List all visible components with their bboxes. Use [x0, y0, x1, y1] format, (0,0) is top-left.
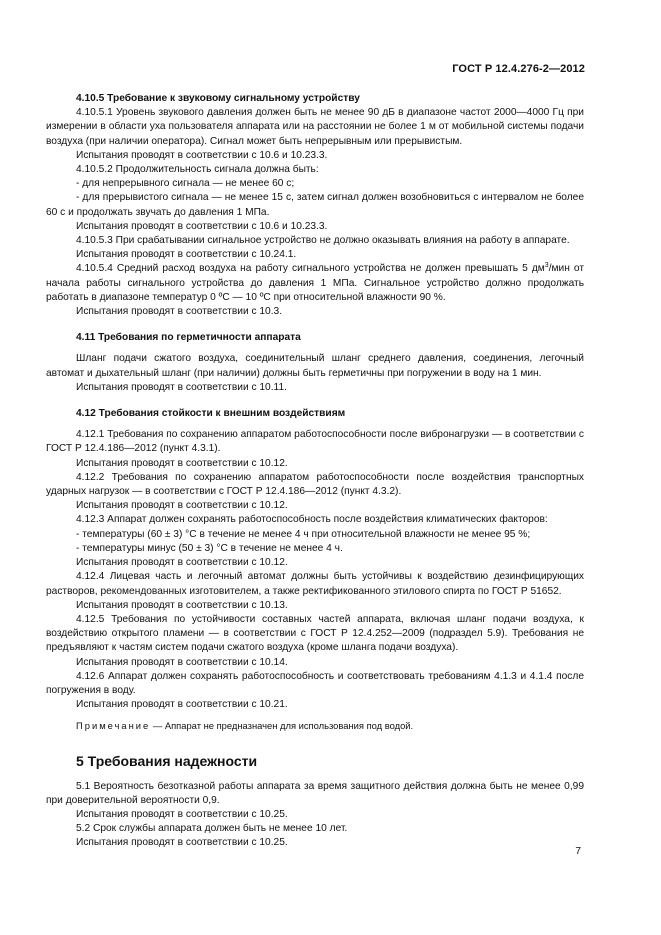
paragraph-4-10-5-4	[46, 262, 584, 305]
paragraph-4-10-5-4-start: 4.10.5.4 Средний расход воздуха на работу сигнального устройства не должен превышать 5 дм	[76, 263, 545, 275]
document-body	[46, 92, 584, 851]
paragraph-4-10-5-2: 4.10.5.2 Продолжительность сигнала должна быть:	[76, 164, 319, 176]
paragraph-4-12-1: 4.12.1 Требования по сохранению аппаратом работоспособности после вибронагрузки — в соответствии с ГОСТ Р 12.4.186—2012 (пункт 4.3.1).	[46, 429, 584, 455]
paragraph-4-11: Шланг подачи сжатого воздуха, соединительный шланг среднего давления, соединения, легочный автомат и дыхательный шланг (при наличии) должны быть герметичны при погружении в воду на 1 мин.	[46, 353, 584, 379]
paragraph-4-10-5-1: 4.10.5.1 Уровень звукового давления должен быть не менее 90 дБ в диапазоне частот 2000—4000 Гц при измерении в области уха пользователя аппарата или на расстоянии не более 1 м от мобильной системы подачи воздуха (при наличии оператора). Сигнал может быть непрерывным или прерывистым.	[46, 107, 584, 147]
test-reference: Испытания проводят в соответствии с 10.6 и 10.23.3.	[76, 149, 328, 161]
paragraph-4-12-5: 4.12.5 Требования по устойчивости составных частей аппарата, включая шланг подачи воздуха, к воздействию открытого пламени — в соответствии с ГОСТ Р 12.4.252—2009 (подраздел 5.9). Требования не предъявляют к частям систем подачи сжатого воздуха (кроме шланга подачи воздуха).	[46, 613, 584, 654]
document-code: ГОСТ Р 12.4.276-2—2012	[452, 63, 585, 75]
note-label: Примечание	[76, 720, 151, 732]
paragraph-5-2: 5.2 Срок службы аппарата должен быть не менее 10 лет.	[76, 823, 348, 835]
superscript-cube: 3	[544, 262, 549, 270]
test-reference: Испытания проводят в соответствии с 10.12.	[76, 500, 288, 512]
paragraph-4-10-5-4-end: /мин от начала работы сигнального устройства до давления 1 МПа. Сигнальное устройство должно продолжать работать в диапазоне температур 0 ºC — 10 ºC при относительной влажности 90 %.	[46, 263, 584, 303]
test-reference: Испытания проводят в соответствии с 10.11.	[76, 381, 287, 393]
page-number: 7	[575, 846, 581, 857]
heading-4-11: 4.11 Требования по герметичности аппарата	[76, 332, 301, 344]
list-item: - температуры минус (50 ± 3) °С в течение не менее 4 ч.	[76, 542, 343, 554]
test-reference: Испытания проводят в соответствии с 10.25.	[76, 808, 288, 820]
list-item: - для прерывистого сигнала — не менее 15 с, затем сигнал должен возобновиться с интервалом не более 60 с и продолжать звучать до давления 1 МПа.	[46, 192, 584, 218]
test-reference: Испытания проводят в соответствии с 10.25.	[76, 837, 288, 849]
test-reference: Испытания проводят в соответствии с 10.12.	[76, 557, 288, 569]
paragraph-4-10-5-3: 4.10.5.3 При срабатывании сигнальное устройство не должно оказывать влияния на работу в аппарате.	[76, 235, 570, 247]
paragraph-4-12-2: 4.12.2 Требования по сохранению аппаратом работоспособности после воздействия транспортных ударных нагрузок — в соответствии с ГОСТ Р 12.4.186—2012 (пункт 4.3.2).	[46, 471, 584, 498]
paragraph-4-12-4: 4.12.4 Лицевая часть и легочный автомат должны быть устойчивы к воздействию дезинфицирующих растворов, рекомендованных изготовителем, а также ректификованного этилового спирта по ГОСТ Р 51652.	[46, 571, 584, 597]
note-text: — Аппарат не предназначен для использования под водой.	[150, 720, 414, 732]
paragraph-4-12-6: 4.12.6 Аппарат должен сохранять работоспособность и соответствовать требованиям 4.1.3 и 4.1.4 после погружения в воду.	[46, 670, 584, 696]
test-reference: Испытания проводят в соответствии с 10.13.	[76, 599, 288, 611]
test-reference: Испытания проводят в соответствии с 10.24.1.	[76, 249, 297, 261]
test-reference: Испытания проводят в соответствии с 10.14.	[76, 656, 288, 668]
test-reference: Испытания проводят в соответствии с 10.12.	[76, 457, 288, 469]
test-reference: Испытания проводят в соответствии с 10.21.	[76, 699, 288, 711]
heading-4-12: 4.12 Требования стойкости к внешним воздействиям	[76, 408, 346, 420]
section-5-title: 5 Требования надежности	[76, 752, 258, 769]
list-item: - температуры (60 ± 3) °С в течение не менее 4 ч при относительной влажности не менее 95 %;	[76, 528, 531, 540]
paragraph-4-12-3: 4.12.3 Аппарат должен сохранять работоспособность после воздействия климатических факторов:	[76, 514, 548, 526]
list-item: - для непрерывного сигнала — не менее 60 с;	[76, 178, 295, 190]
paragraph-5-1: 5.1 Вероятность безотказной работы аппарата за время защитного действия должна быть не менее 0,99 при доверительной вероятности 0,9.	[46, 780, 584, 806]
note	[46, 719, 584, 733]
test-reference: Испытания проводят в соответствии с 10.3.	[76, 306, 283, 318]
test-reference: Испытания проводят в соответствии с 10.6 и 10.23.3.	[76, 220, 328, 232]
heading-4-10-5: 4.10.5 Требование к звуковому сигнальному устройству	[76, 93, 360, 104]
